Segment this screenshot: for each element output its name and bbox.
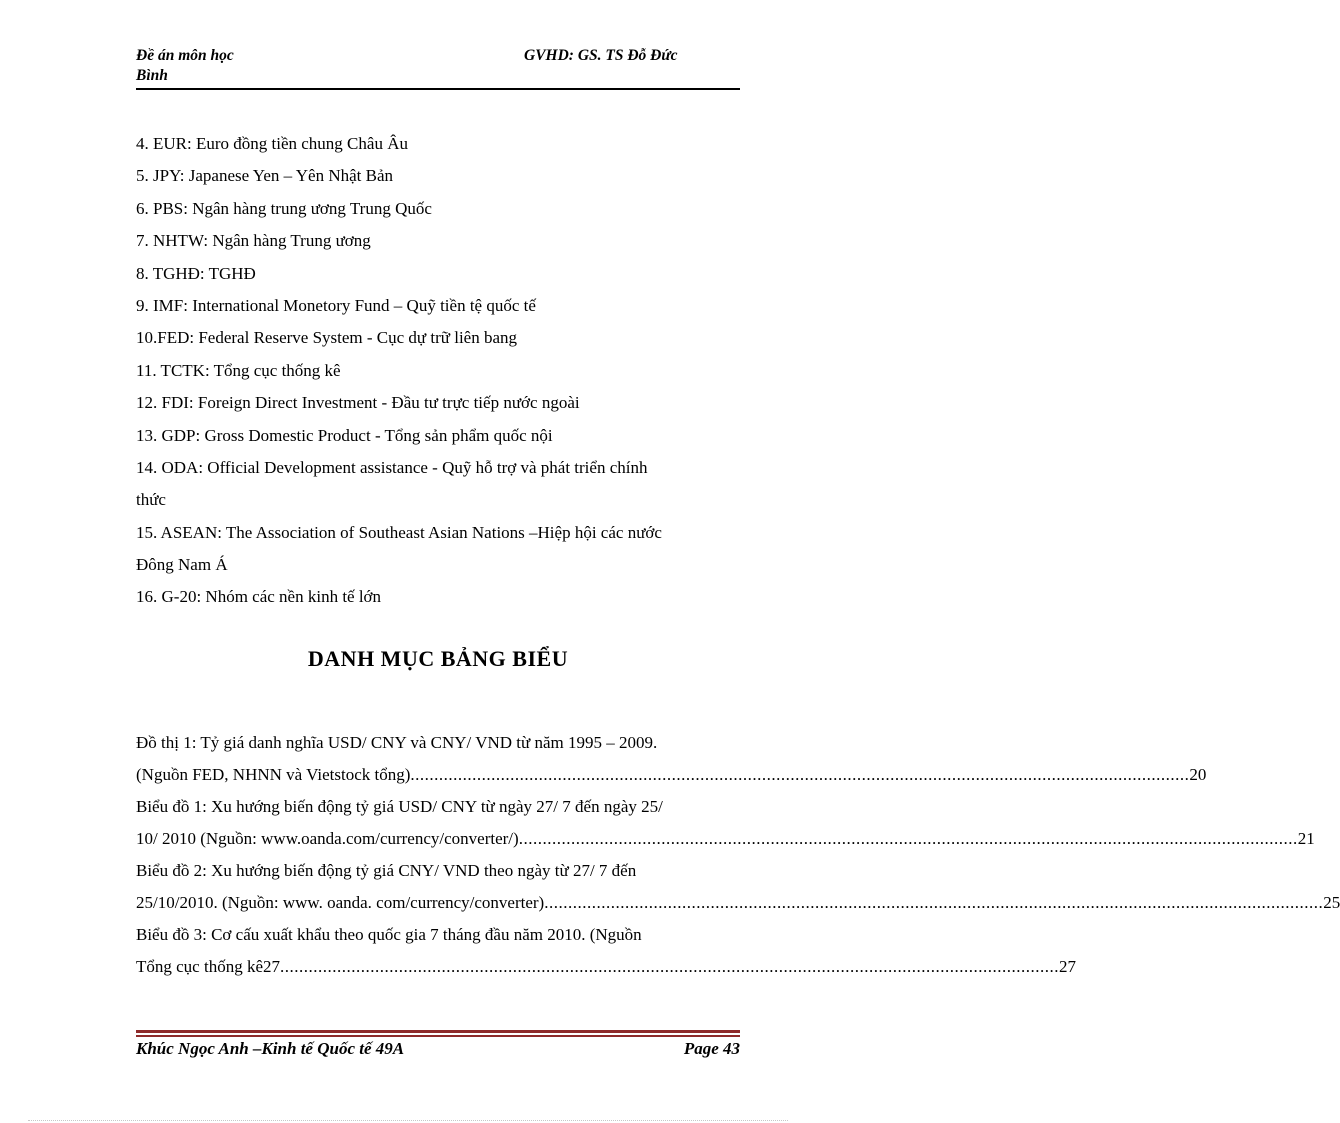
abbreviation-item-continued: Đông Nam Á bbox=[136, 555, 228, 575]
abbreviation-item: 11. TCTK: Tổng cục thống kê bbox=[136, 360, 341, 380]
abbreviation-item-continued: thức bbox=[136, 490, 166, 510]
section-title: DANH MỤC BẢNG BIỂU bbox=[307, 646, 569, 671]
abbreviation-item: 15. ASEAN: The Association of Southeast Asian Nations –Hiệp hội các nước bbox=[136, 522, 662, 542]
toc-entry-leader-line bbox=[136, 951, 1076, 983]
abbreviation-item: 6. PBS: Ngân hàng trung ương Trung Quốc bbox=[136, 198, 432, 218]
abbreviation-item: 8. TGHĐ: TGHĐ bbox=[136, 263, 256, 283]
toc-page-number: 25 bbox=[1323, 893, 1340, 912]
footer-rule bbox=[136, 1030, 740, 1037]
toc-entry-text: Tổng cục thống kê27 bbox=[136, 957, 280, 976]
abbreviation-item: 16. G-20: Nhóm các nền kinh tế lớn bbox=[136, 587, 382, 607]
toc-page-number: 21 bbox=[1297, 829, 1315, 848]
abbreviation-list bbox=[136, 128, 740, 614]
footer-rule-thin bbox=[136, 1035, 740, 1037]
toc-dot-leader: .................................................................................................................................................................... bbox=[518, 829, 1298, 848]
abbreviation-item: 14. ODA: Official Development assistance - Quỹ hỗ trợ và phát triển chính bbox=[136, 457, 648, 477]
toc-entry-leader-line bbox=[136, 823, 1315, 855]
toc-entry-line: Biểu đồ 3: Cơ cấu xuất khẩu theo quốc gia 7 tháng đầu năm 2010. (Nguồn bbox=[136, 925, 642, 944]
abbreviation-item: 4. EUR: Euro đồng tiền chung Châu Âu bbox=[136, 134, 408, 153]
abbreviation-item: 9. IMF: International Monetory Fund – Quỹ tiền tệ quốc tế bbox=[136, 295, 536, 315]
figure-list bbox=[136, 727, 1340, 983]
toc-entry-leader-line bbox=[136, 887, 1340, 919]
toc-page-number: 27 bbox=[1059, 957, 1076, 976]
abbreviation-item: 10.FED: Federal Reserve System - Cục dự trữ liên bang bbox=[136, 328, 518, 348]
abbreviation-item: 7. NHTW: Ngân hàng Trung ương bbox=[136, 231, 371, 251]
toc-entry-text: 25/10/2010. (Nguồn: www. oanda. com/currency/converter) bbox=[136, 893, 545, 912]
toc-entry-line: Đồ thị 1: Tỷ giá danh nghĩa USD/ CNY và CNY/ VND từ năm 1995 – 2009. bbox=[136, 733, 658, 752]
toc-dot-leader: .................................................................................................................................................................... bbox=[410, 765, 1190, 784]
abbreviation-item: 13. GDP: Gross Domestic Product - Tổng sản phẩm quốc nội bbox=[136, 425, 553, 445]
footer-page-number: Page 43 bbox=[683, 1039, 740, 1058]
abbreviation-item: 12. FDI: Foreign Direct Investment - Đầu tư trực tiếp nước ngoài bbox=[136, 393, 580, 413]
header-advisor: GVHD: GS. TS Đỗ Đức bbox=[524, 47, 678, 64]
toc-page-number: 20 bbox=[1189, 765, 1207, 784]
toc-dot-leader: .................................................................................................................................................................... bbox=[280, 957, 1059, 976]
toc-entry-line: Biểu đồ 2: Xu hướng biến động tỷ giá CNY/ VND theo ngày từ 27/ 7 đến bbox=[136, 861, 637, 880]
header-course bbox=[136, 46, 234, 86]
abbreviation-item: 5. JPY: Japanese Yen – Yên Nhật Bản bbox=[136, 166, 394, 186]
toc-entry-leader-line bbox=[136, 759, 1207, 791]
toc-entry-text: 10/ 2010 (Nguồn: www.oanda.com/currency/converter/) bbox=[136, 829, 519, 848]
header-course-line1: Đề án môn học bbox=[136, 47, 234, 64]
footer-author: Khúc Ngọc Anh –Kinh tế Quốc tế 49A bbox=[136, 1039, 405, 1058]
toc-entry-line: Biểu đồ 1: Xu hướng biến động tỷ giá USD/ CNY từ ngày 27/ 7 đến ngày 25/ bbox=[136, 797, 663, 816]
toc-entry-text: (Nguồn FED, NHNN và Vietstock tổng) bbox=[136, 765, 411, 784]
page-bottom-border bbox=[28, 1120, 788, 1122]
page-header bbox=[136, 44, 740, 90]
toc-dot-leader: .................................................................................................................................................................... bbox=[544, 893, 1324, 912]
page-footer bbox=[136, 1038, 740, 1060]
header-course-line2: Bình bbox=[136, 67, 168, 84]
